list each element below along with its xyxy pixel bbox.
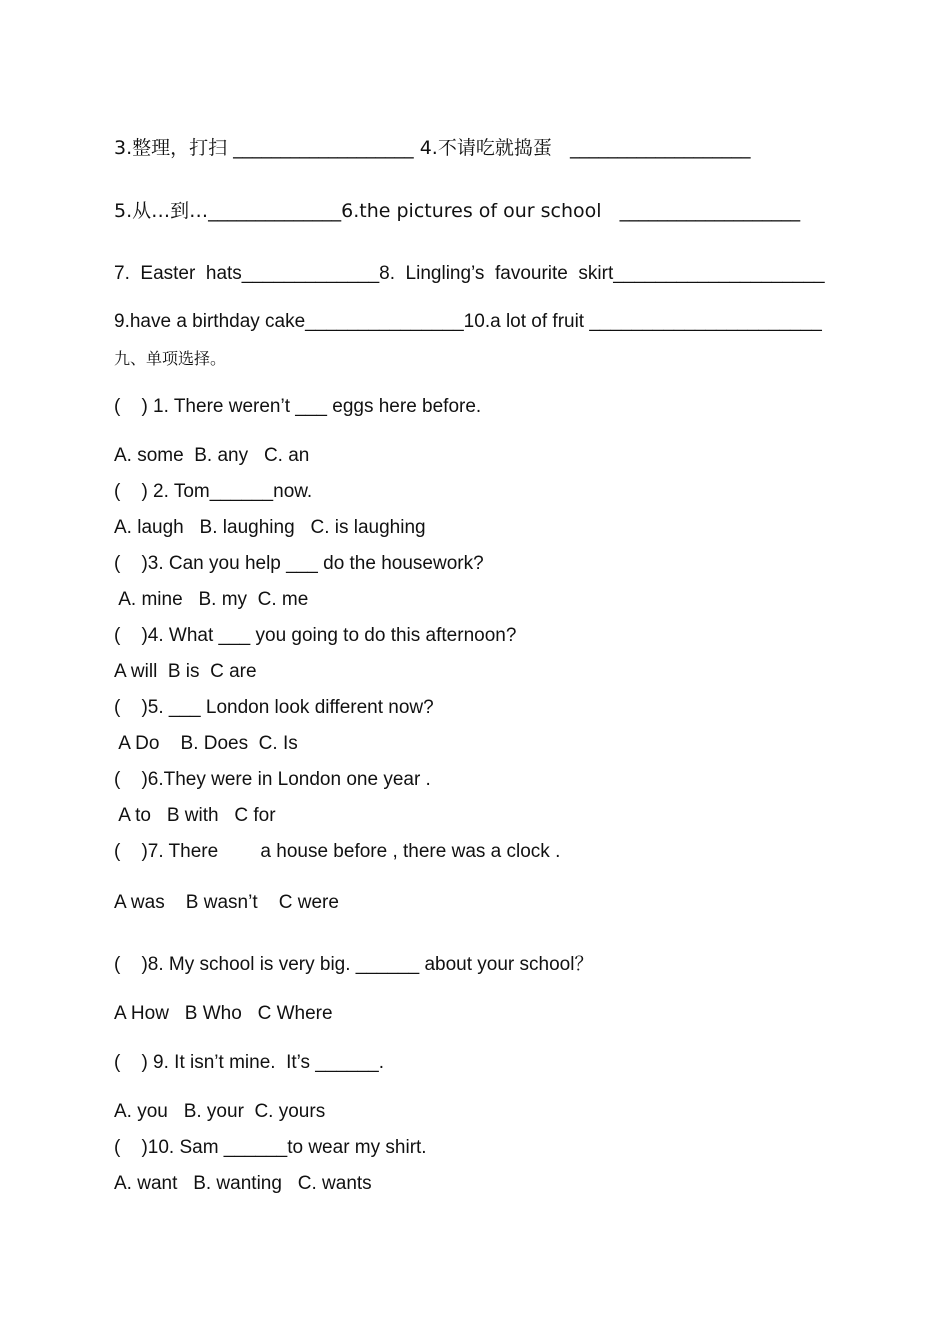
question-2-stem: ( ) 2. Tom______now.	[114, 481, 313, 502]
translation-line-3-4: 3.整理，打扫 ___________________ 4.不请吃就捣蛋 ___________________	[114, 137, 751, 159]
question-3-stem: ( )3. Can you help ___ do the housework?	[114, 553, 484, 574]
question-3-options: A. mine B. my C. me	[114, 589, 309, 610]
question-9-stem: ( ) 9. It isn’t mine. It’s ______.	[114, 1052, 384, 1073]
translation-line-9-10: 9.have a birthday cake_______________10.a lot of fruit ______________________	[114, 311, 822, 332]
question-7-options: A was B wasn’t C were	[114, 892, 339, 913]
question-8-stem: ( )8. My school is very big. ______ about your school？	[114, 954, 594, 975]
question-6-stem: ( )6.They were in London one year .	[114, 769, 431, 790]
question-5-options: A Do B. Does C. Is	[114, 733, 298, 754]
question-1-options: A. some B. any C. an	[114, 445, 310, 466]
translation-line-7-8: 7. Easter hats_____________8. Lingling’s favourite skirt____________________	[114, 263, 825, 284]
question-7-stem: ( )7. There a house before , there was a clock .	[114, 841, 561, 862]
section-title: 九、单项选择。	[114, 349, 227, 368]
question-4-options: A will B is C are	[114, 661, 257, 682]
translation-line-5-6: 5.从…到…______________6.the pictures of our school ___________________	[114, 200, 801, 222]
question-8-options: A How B Who C Where	[114, 1003, 333, 1024]
question-1-stem: ( ) 1. There weren’t ___ eggs here before.	[114, 396, 482, 417]
question-4-stem: ( )4. What ___ you going to do this afternoon?	[114, 625, 517, 646]
question-2-options: A. laugh B. laughing C. is laughing	[114, 517, 426, 538]
question-9-options: A. you B. your C. yours	[114, 1101, 326, 1122]
question-5-stem: ( )5. ___ London look different now?	[114, 697, 434, 718]
question-10-stem: ( )10. Sam ______to wear my shirt.	[114, 1137, 427, 1158]
question-10-options: A. want B. wanting C. wants	[114, 1173, 372, 1194]
question-6-options: A to B with C for	[114, 805, 276, 826]
